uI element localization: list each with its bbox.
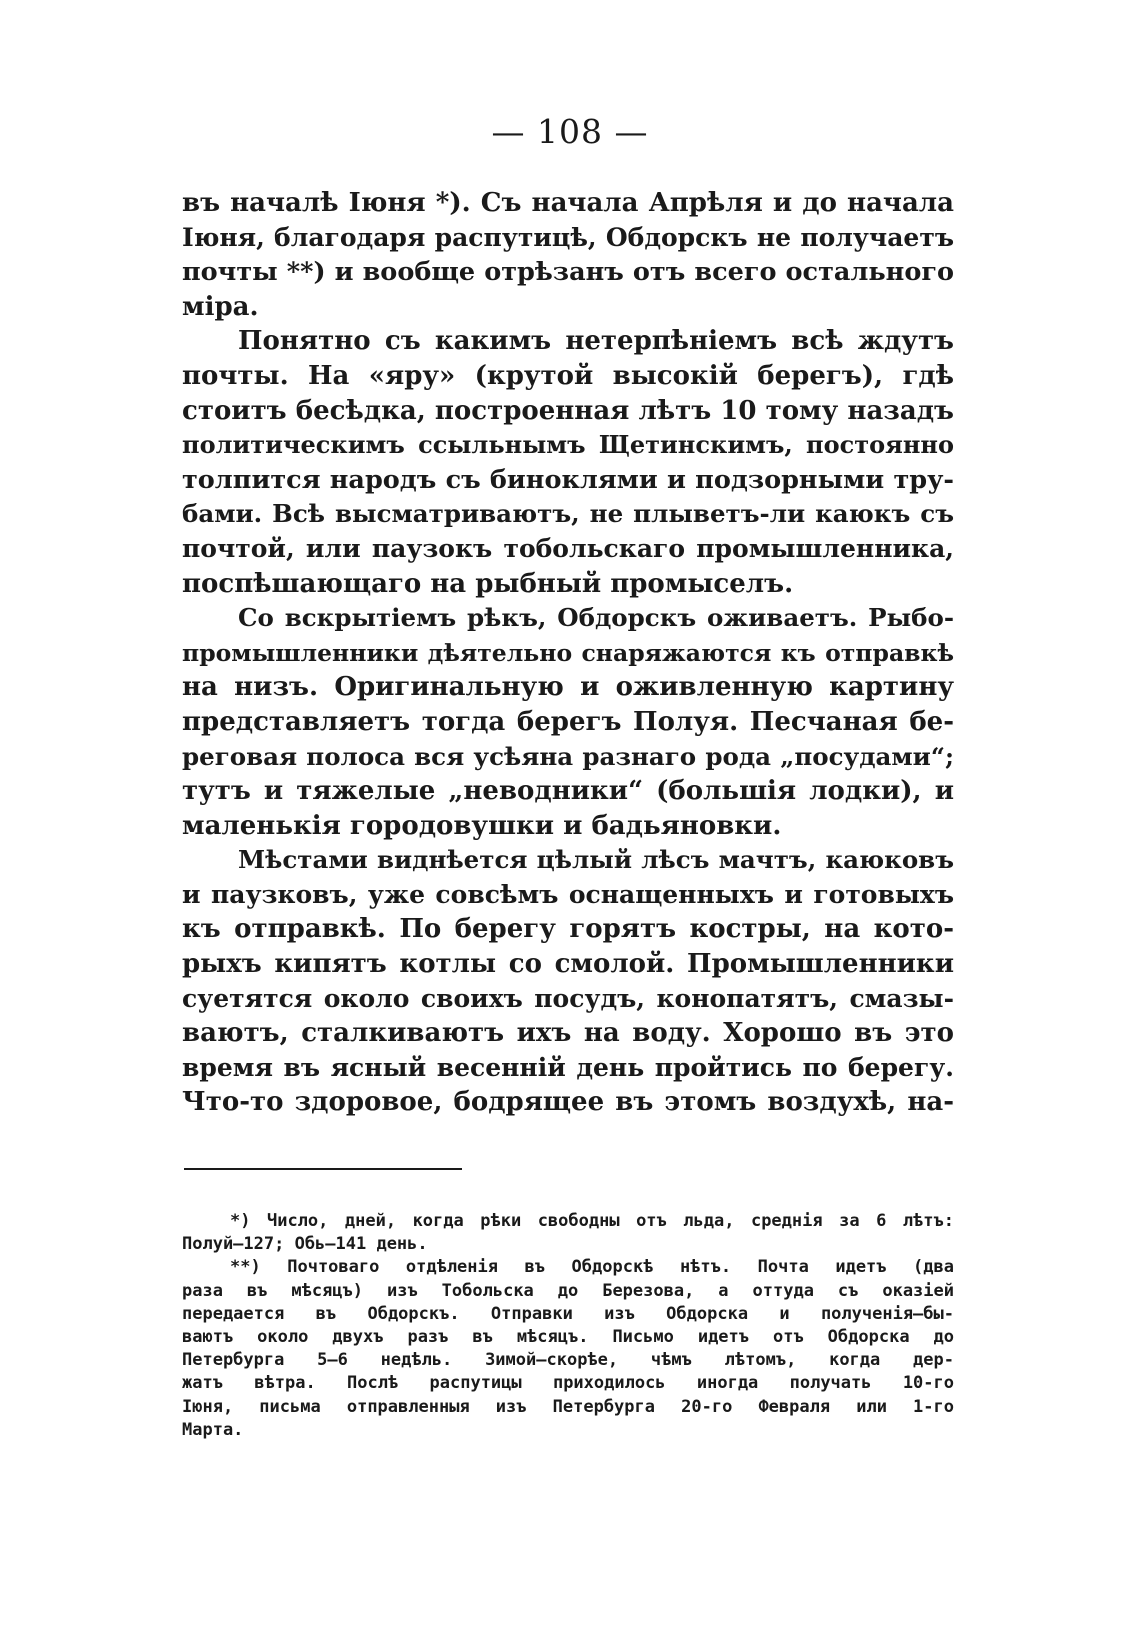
footnote-line: жатъ вѣтра. Послѣ распутицы приходилось иногда получать 10-го	[182, 1373, 954, 1394]
footnote-line: Марта.	[182, 1419, 244, 1440]
page-number: — 108 —	[491, 112, 649, 151]
text-line: бами. Всѣ высматриваютъ, не плыветъ-ли каюкъ съ	[182, 499, 954, 529]
text-line: къ отправкѣ. По берегу горятъ костры, на кото-	[182, 914, 954, 945]
text-line: почты **) и вообще отрѣзанъ отъ всего остального	[182, 257, 954, 288]
footnote-line: ваютъ около двухъ разъ въ мѣсяцъ. Письмо идетъ отъ Обдорска до	[182, 1326, 954, 1347]
text-line: промышленники дѣятельно снаряжаются къ отправкѣ	[182, 638, 954, 667]
text-line: на низъ. Оригинальную и оживленную картину	[182, 672, 954, 703]
footnote-line: передается въ Обдорскъ. Отправки изъ Обдорска и полученія—бы-	[182, 1303, 954, 1324]
main-text	[182, 186, 954, 1120]
footnote-line: Іюня, письма отправленныя изъ Петербурга 20-го Февраля или 1-го	[182, 1396, 954, 1417]
text-line: рыхъ кипятъ котлы со смолой. Промышленники	[182, 949, 954, 980]
footnote-line: Петербурга 5—6 недѣль. Зимой—скорѣе, чѣмъ лѣтомъ, когда дер-	[182, 1350, 954, 1371]
text-line: стоитъ бесѣдка, построенная лѣтъ 10 тому назадъ	[182, 395, 954, 426]
text-line: Іюня, благодаря распутицѣ, Обдорскъ не получаетъ	[182, 222, 954, 252]
footnote-line: *) Число, дней, когда рѣки свободны отъ льда, среднія за 6 лѣтъ:	[230, 1211, 954, 1231]
text-line: Мѣстами виднѣется цѣлый лѣсъ мачтъ, каюковъ	[238, 845, 954, 875]
text-line: поспѣшающаго на рыбный промыселъ.	[182, 568, 794, 599]
text-line: толпится народъ съ биноклями и подзорными тру-	[182, 464, 954, 495]
text-line: міра.	[182, 291, 259, 322]
text-line: въ началѣ Іюня *). Съ начала Апрѣля и до начала	[182, 188, 954, 218]
text-line: маленькія городовушки и бадьяновки.	[182, 810, 782, 841]
text-line: ваютъ, сталкиваютъ ихъ на воду. Хорошо въ это	[182, 1018, 954, 1049]
text-line: почтой, или паузокъ тобольскаго промышленника,	[182, 533, 954, 563]
text-line: суетятся около своихъ посудъ, конопатятъ, смазы-	[182, 983, 954, 1013]
text-line: время въ ясный весенній день пройтись по берегу.	[182, 1052, 954, 1082]
text-line: Понятно съ какимъ нетерпѣніемъ всѣ ждутъ	[238, 326, 954, 357]
footnote-line: **) Почтоваго отдѣленія въ Обдорскѣ нѣтъ. Почта идетъ (два	[230, 1257, 954, 1278]
text-line: Что-то здоровое, бодрящее въ этомъ воздухѣ, на-	[182, 1087, 954, 1118]
text-line: представляетъ тогда берегъ Полуя. Песчаная бе-	[182, 706, 954, 737]
footnote-line: раза въ мѣсяцъ) изъ Тобольска до Березова, а оттуда съ оказіей	[182, 1280, 954, 1301]
text-line: Со вскрытіемъ рѣкъ, Обдорскъ оживаетъ. Рыбо-	[238, 603, 954, 633]
footnote-line: Полуй—127; Обь—141 день.	[182, 1234, 428, 1255]
footnote-divider	[184, 1168, 462, 1170]
text-line: политическимъ ссыльнымъ Щетинскимъ, постоянно	[182, 430, 954, 460]
text-line: и паузковъ, уже совсѣмъ оснащенныхъ и готовыхъ	[182, 879, 954, 909]
text-line: почты. На «яру» (крутой высокій берегъ), гдѣ	[182, 360, 954, 391]
text-line: реговая полоса вся усѣяна разнаго рода „посудами“;	[182, 741, 954, 771]
text-line: тутъ и тяжелые „неводники“ (большія лодки), и	[182, 776, 954, 807]
footnotes	[182, 1210, 954, 1442]
